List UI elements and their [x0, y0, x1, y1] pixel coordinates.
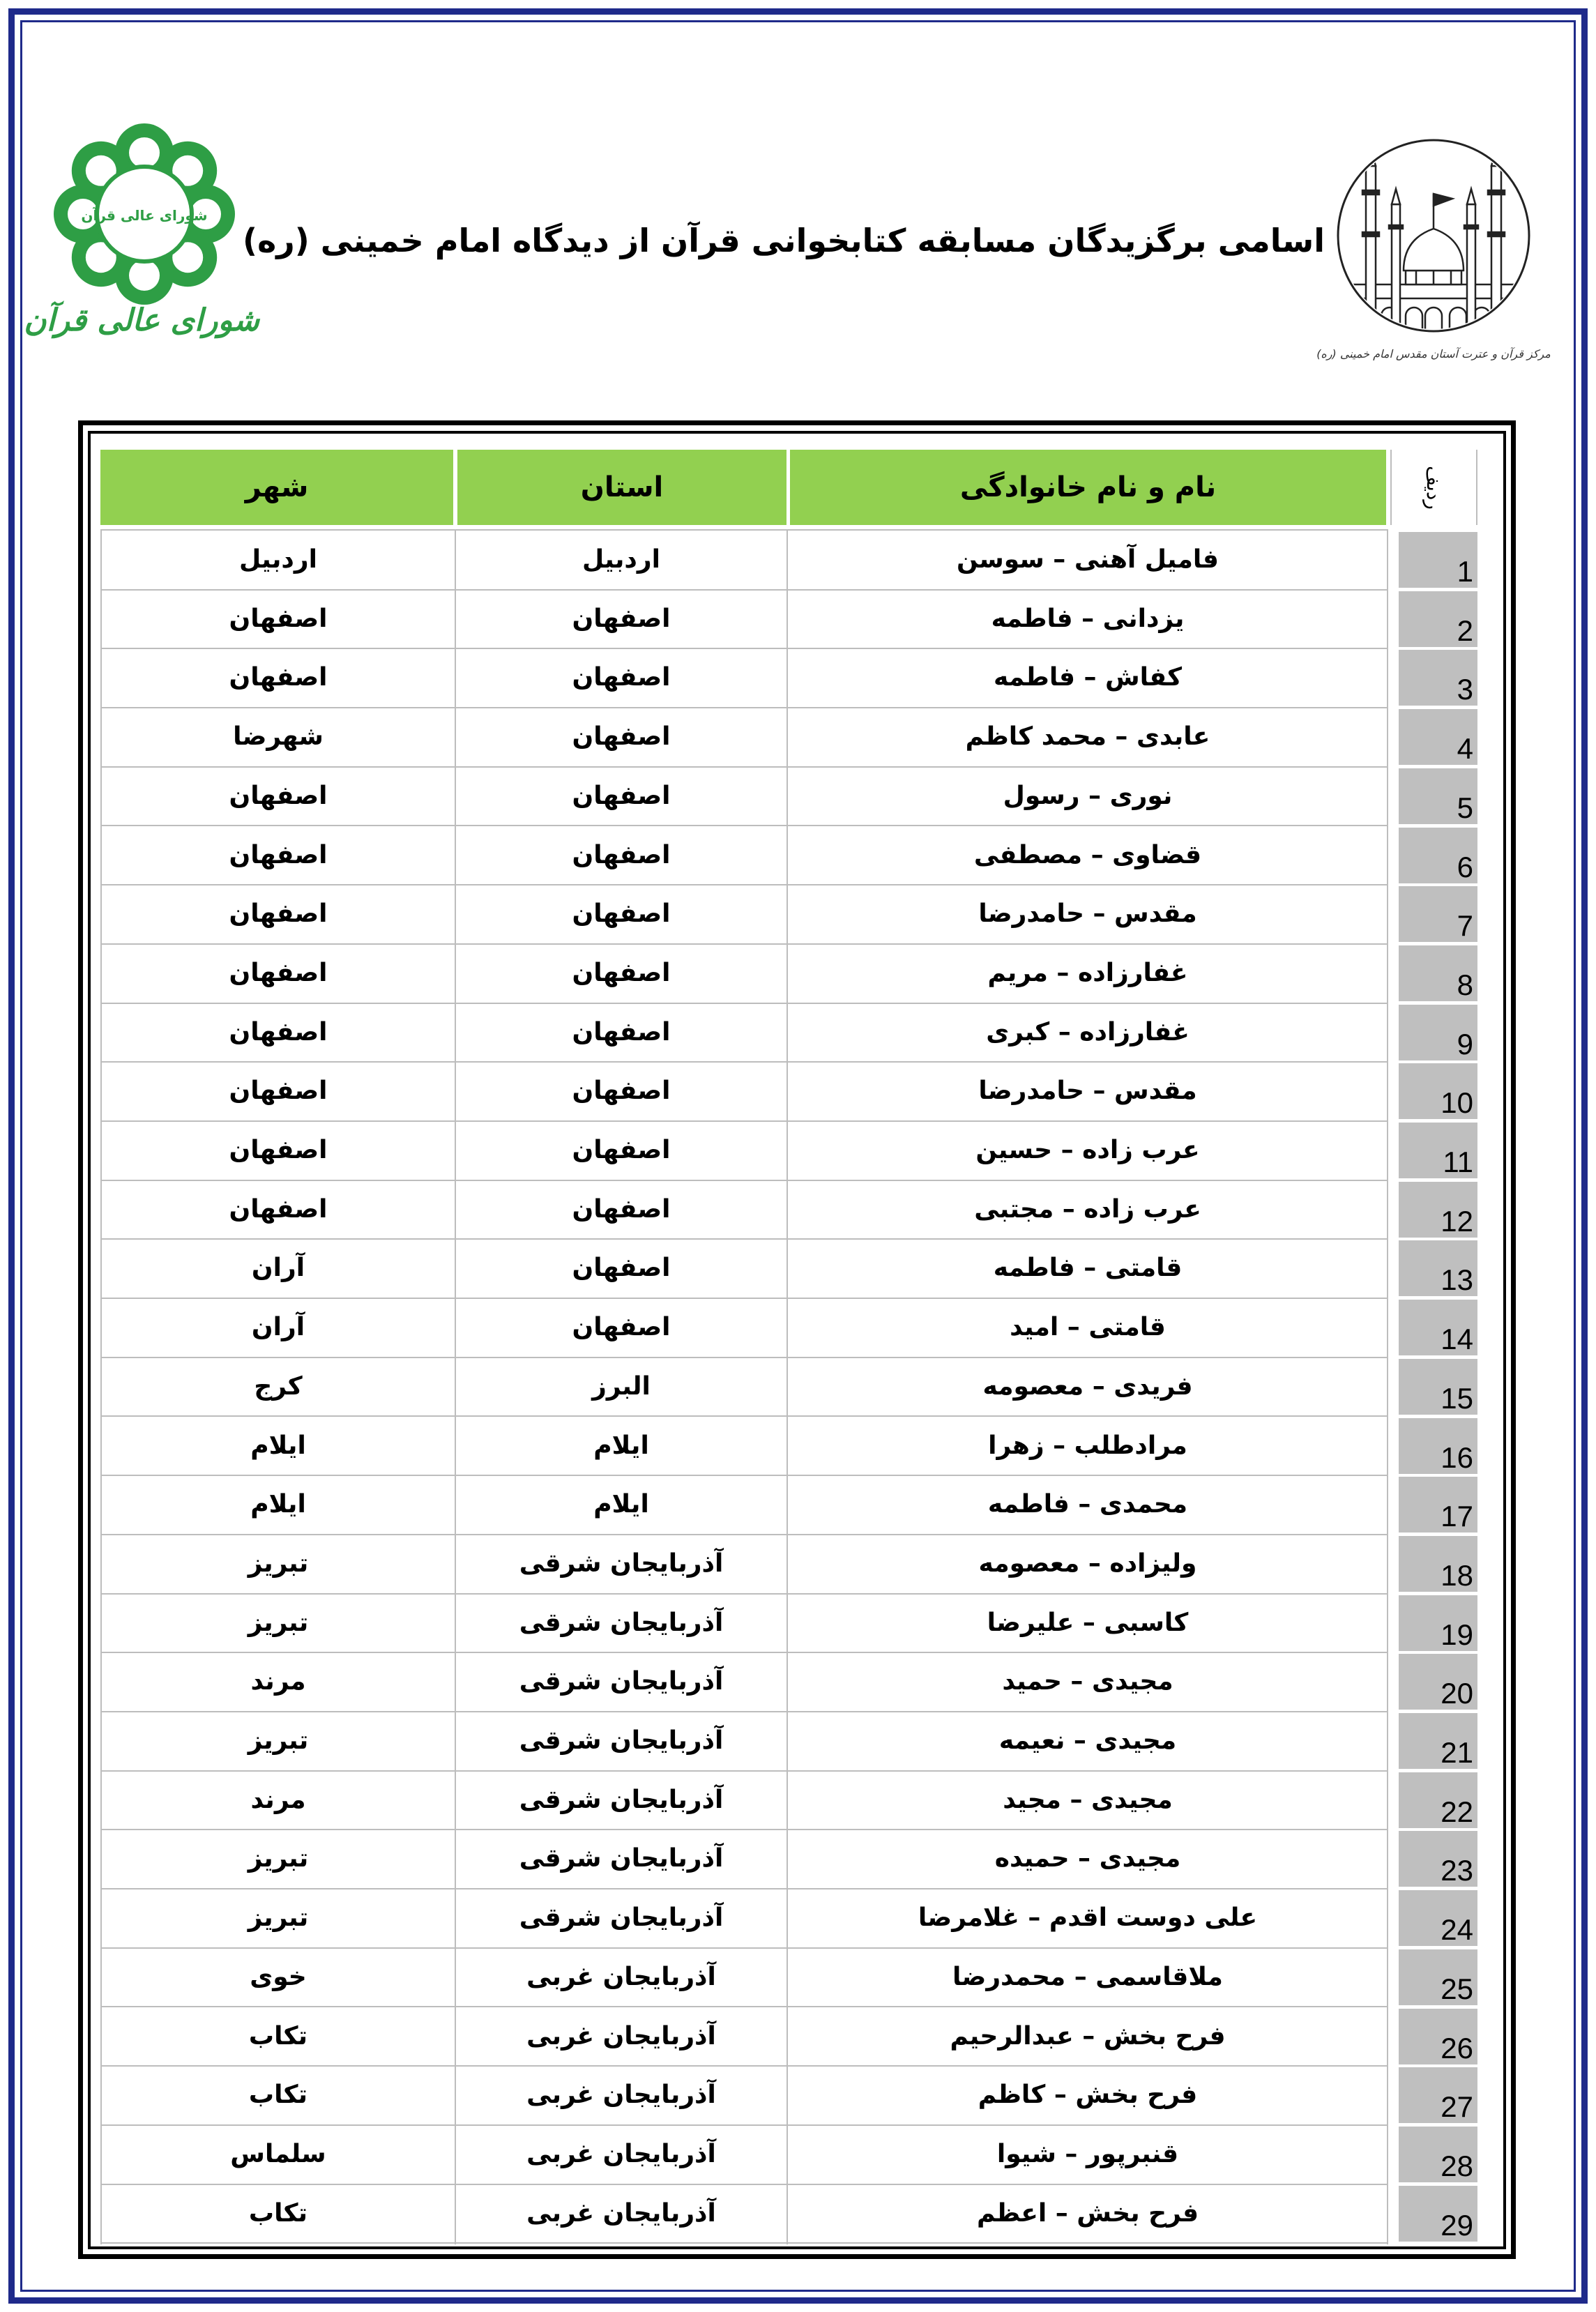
cell-province: البرز: [592, 1371, 651, 1401]
cell-province: اصفهان: [572, 1077, 671, 1106]
cell-name: کفاش – فاطمه: [993, 663, 1183, 692]
cell-name: ولیزاده – معصومه: [978, 1549, 1197, 1578]
cell-name: یزدانی – فاطمه: [991, 604, 1185, 633]
cell-province: آذربایجان غربی: [526, 2081, 716, 2110]
cell-name: غفارزاده – مریم: [987, 958, 1188, 987]
cell-province: آذربایجان شرقی: [519, 1785, 724, 1814]
cell-number: 3: [1399, 650, 1477, 706]
table-row: [100, 1003, 1477, 1063]
cell-province: اصفهان: [572, 1017, 671, 1047]
table-row: [100, 885, 1477, 944]
cell-name: محمدی – فاطمه: [987, 1490, 1188, 1519]
cell-number: 12: [1399, 1182, 1477, 1238]
table-row: [100, 2066, 1477, 2125]
table-row: [100, 2125, 1477, 2184]
table-row: [100, 1535, 1477, 1594]
cell-number: 18: [1399, 1536, 1477, 1592]
cell-number: 1: [1399, 532, 1477, 588]
cell-name: قامتی – فاطمه: [993, 1254, 1183, 1283]
cell-name: قنبرپور – شیوا: [996, 2139, 1179, 2168]
cell-number: 29: [1399, 2186, 1477, 2242]
cell-name: فرح بخش – اعظم: [976, 2198, 1199, 2228]
cell-number: 4: [1399, 709, 1477, 765]
header-name: نام و نام خانوادگی: [790, 450, 1386, 525]
cell-city: اصفهان: [229, 1136, 328, 1164]
cell-number: 9: [1399, 1005, 1477, 1060]
cell-province: اردبیل: [582, 545, 660, 574]
cell-number: 15: [1399, 1359, 1477, 1415]
cell-province: اصفهان: [572, 899, 671, 929]
page-title: اسامی برگزیدگان مسابقه کتابخوانی قرآن از دیدگاه امام خمینی (ره): [243, 222, 1325, 259]
cell-province: آذربایجان غربی: [526, 2198, 716, 2228]
cell-number: 10: [1399, 1063, 1477, 1119]
cell-province: اصفهان: [572, 781, 671, 810]
cell-number: 22: [1399, 1772, 1477, 1828]
cell-number: 6: [1399, 828, 1477, 883]
cell-name: قضاوی – مصطفی: [973, 840, 1202, 869]
cell-province: آذربایجان شرقی: [519, 1667, 724, 1696]
cell-number: 21: [1399, 1713, 1477, 1769]
table-body: [100, 528, 1477, 2244]
cell-city: سلماس: [230, 2139, 326, 2168]
table-row: [100, 1417, 1477, 1476]
table-row: [100, 1357, 1477, 1417]
cell-city: اصفهان: [229, 1077, 328, 1106]
cell-province: اصفهان: [572, 840, 671, 869]
cell-city: تکاب: [248, 2021, 308, 2051]
table-row: [100, 1239, 1477, 1298]
table-row: [100, 1298, 1477, 1357]
cell-number: 27: [1399, 2067, 1477, 2123]
cell-province: آذربایجان شرقی: [519, 1726, 724, 1755]
cell-province: آذربایجان شرقی: [519, 1903, 724, 1933]
table-row: [100, 1594, 1477, 1653]
table-row: [100, 1771, 1477, 1830]
cell-name: مرادطلب – زهرا: [988, 1431, 1187, 1460]
cell-number: 8: [1399, 945, 1477, 1001]
cell-province: اصفهان: [572, 1254, 671, 1283]
table-row: [100, 2007, 1477, 2067]
cell-city: اصفهان: [229, 663, 328, 692]
table-row: [100, 1830, 1477, 1889]
header-number-label: ردیف: [1422, 465, 1445, 510]
rosette-inner-lettering: شورای عالی قرآن: [81, 207, 208, 224]
cell-province: ایلام: [593, 1490, 649, 1519]
cell-city: اصفهان: [229, 604, 328, 633]
rosette-logo-icon: [49, 119, 240, 310]
cell-number: 19: [1399, 1595, 1477, 1651]
cell-number: 17: [1399, 1477, 1477, 1533]
cell-city: شهرضا: [233, 722, 324, 752]
cell-city: اصفهان: [229, 1017, 328, 1047]
cell-name: فرح بخش – عبدالرحیم: [950, 2021, 1226, 2051]
cell-city: اردبیل: [239, 545, 317, 574]
cell-number: 2: [1399, 591, 1477, 647]
cell-province: اصفهان: [572, 604, 671, 633]
cell-name: فرح بخش – کاظم: [978, 2081, 1198, 2110]
cell-name: عابدی – محمد کاظم: [965, 722, 1210, 752]
cell-number: 13: [1399, 1240, 1477, 1296]
cell-city: مرند: [250, 1785, 306, 1814]
cell-name: علی دوست اقدم – غلامرضا: [918, 1903, 1258, 1933]
cell-name: نوری – رسول: [1003, 781, 1173, 810]
cell-city: تکاب: [248, 2081, 308, 2110]
table-row: [100, 944, 1477, 1003]
table-row: [100, 648, 1477, 708]
cell-name: مجیدی – نعیمه: [998, 1726, 1177, 1755]
cell-name: مقدس – حامدرضا: [978, 899, 1197, 929]
cell-province: آذربایجان شرقی: [519, 1608, 724, 1637]
cell-name: مجیدی – حمیده: [994, 1844, 1181, 1873]
cell-number: 28: [1399, 2127, 1477, 2182]
cell-city: ایلام: [250, 1431, 306, 1460]
table-row: [100, 590, 1477, 649]
cell-city: تبریز: [248, 1844, 309, 1873]
cell-number: 23: [1399, 1831, 1477, 1887]
table-row: [100, 531, 1477, 590]
cell-name: کاسبی – علیرضا: [987, 1608, 1189, 1637]
cell-province: آذربایجان شرقی: [519, 1844, 724, 1873]
cell-province: اصفهان: [572, 958, 671, 987]
table-row: [100, 1121, 1477, 1180]
cell-name: عرب زاده – مجتبی: [974, 1194, 1201, 1224]
cell-number: 26: [1399, 2009, 1477, 2064]
cell-number: 16: [1399, 1418, 1477, 1474]
cell-province: ایلام: [593, 1431, 649, 1460]
quran-council-caption: شورای عالی قرآن: [24, 303, 259, 338]
cell-city: اصفهان: [229, 840, 328, 869]
cell-name: مجیدی – مجید: [1003, 1785, 1173, 1814]
cell-city: مرند: [250, 1667, 306, 1696]
table-row: [100, 1948, 1477, 2007]
cell-name: قامتی – امید: [1010, 1313, 1166, 1342]
cell-city: تبریز: [248, 1608, 309, 1637]
cell-number: 25: [1399, 1949, 1477, 2005]
cell-number: 5: [1399, 768, 1477, 824]
table-row: [100, 2184, 1477, 2244]
table-row: [100, 1889, 1477, 1948]
cell-province: آذربایجان شرقی: [519, 1549, 724, 1578]
cell-number: 24: [1399, 1890, 1477, 1946]
cell-province: آذربایجان غربی: [526, 2021, 716, 2051]
cell-city: تبریز: [248, 1549, 309, 1578]
cell-province: اصفهان: [572, 722, 671, 752]
cell-city: اصفهان: [229, 781, 328, 810]
cell-province: اصفهان: [572, 1136, 671, 1164]
cell-name: غفارزاده – کبری: [986, 1017, 1190, 1047]
table-row: [100, 826, 1477, 885]
cell-province: اصفهان: [572, 1313, 671, 1342]
table-row: [100, 1712, 1477, 1771]
cell-name: مقدس – حامدرضا: [978, 1077, 1197, 1106]
shrine-logo-icon: [1325, 128, 1542, 344]
cell-province: آذربایجان غربی: [526, 2139, 716, 2168]
cell-number: 7: [1399, 886, 1477, 942]
cell-city: تبریز: [248, 1903, 309, 1933]
cell-city: اصفهان: [229, 958, 328, 987]
header-number: [1390, 450, 1477, 525]
cell-city: ایلام: [250, 1490, 306, 1519]
table-row: [100, 1180, 1477, 1240]
cell-province: آذربایجان غربی: [526, 1962, 716, 1991]
cell-name: ملاقاسمی – محمدرضا: [952, 1962, 1223, 1991]
cell-number: 20: [1399, 1654, 1477, 1710]
cell-number: 11: [1399, 1123, 1477, 1178]
table-row: [100, 708, 1477, 767]
cell-name: فامیل آهنی – سوسن: [957, 545, 1219, 574]
header-province: استان: [457, 450, 786, 525]
cell-city: خوی: [250, 1962, 307, 1991]
table-row: [100, 1652, 1477, 1712]
cell-city: کرج: [254, 1371, 303, 1401]
cell-name: فریدی – معصومه: [982, 1371, 1193, 1401]
cell-province: اصفهان: [572, 663, 671, 692]
cell-city: تکاب: [248, 2198, 308, 2228]
cell-city: اصفهان: [229, 1194, 328, 1224]
cell-name: عرب زاده – حسین: [975, 1136, 1200, 1164]
cell-province: اصفهان: [572, 1194, 671, 1224]
cell-city: آران: [251, 1254, 305, 1283]
table-row: [100, 767, 1477, 826]
table-row: [100, 1062, 1477, 1121]
shrine-logo-caption: مرکز قرآن و عترت آستان مقدس امام خمینی (ره): [1316, 347, 1551, 360]
cell-number: 14: [1399, 1300, 1477, 1355]
table-row: [100, 1475, 1477, 1535]
cell-name: مجیدی – حمید: [1002, 1667, 1173, 1696]
cell-city: اصفهان: [229, 899, 328, 929]
cell-city: تبریز: [248, 1726, 309, 1755]
header-city: شهر: [100, 450, 453, 525]
cell-city: آران: [251, 1313, 305, 1342]
